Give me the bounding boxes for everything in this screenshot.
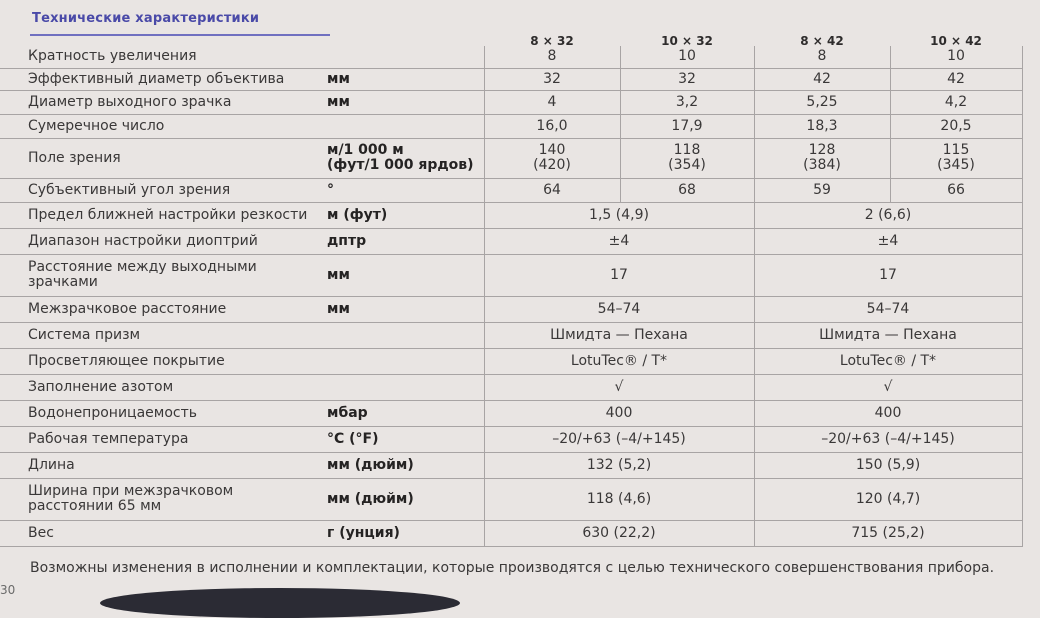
- spec-unit: [325, 374, 484, 400]
- spec-value: 400: [484, 400, 754, 426]
- dark-object: [100, 588, 460, 618]
- spec-value: –20/+63 (–4/+145): [754, 426, 1022, 452]
- spec-value: 32: [484, 68, 620, 90]
- spec-name: Вес: [0, 520, 325, 546]
- table-row: [0, 426, 1022, 452]
- table-row: [0, 178, 1022, 202]
- spec-value: Шмидта — Пехана: [484, 322, 754, 348]
- spec-value: 68: [620, 178, 754, 202]
- spec-value: 66: [890, 178, 1022, 202]
- spec-value: 17,9: [620, 114, 754, 138]
- spec-value: 42: [754, 68, 890, 90]
- spec-unit: °: [325, 178, 484, 202]
- table-row: [0, 114, 1022, 138]
- table-row: [0, 90, 1022, 114]
- spec-unit: м/1 000 м (фут/1 000 ярдов): [325, 138, 484, 178]
- spec-unit: дптр: [325, 228, 484, 254]
- spec-value: 54–74: [754, 296, 1022, 322]
- spec-value: 2 (6,6): [754, 202, 1022, 228]
- spec-value: 400: [754, 400, 1022, 426]
- spec-name: Просветляющее покрытие: [0, 348, 325, 374]
- spec-value: 3,2: [620, 90, 754, 114]
- spec-unit: [325, 322, 484, 348]
- spec-unit: мм: [325, 68, 484, 90]
- table-row: [0, 228, 1022, 254]
- spec-unit: [325, 114, 484, 138]
- table-row: [0, 520, 1022, 546]
- spec-value: 18,3: [754, 114, 890, 138]
- model-header-4: 10 × 42: [930, 34, 982, 48]
- spec-name: Субъективный угол зрения: [0, 178, 325, 202]
- spec-value: 132 (5,2): [484, 452, 754, 478]
- table-row: [0, 400, 1022, 426]
- spec-value: 32: [620, 68, 754, 90]
- spec-value: 8: [484, 46, 620, 68]
- table-row: [0, 296, 1022, 322]
- table-row: [0, 452, 1022, 478]
- spec-name: Ширина при межзрачковом расстоянии 65 мм: [0, 478, 325, 520]
- spec-value: 4: [484, 90, 620, 114]
- model-header-1: 8 × 32: [530, 34, 574, 48]
- spec-unit: [325, 46, 484, 68]
- spec-name: Диаметр выходного зрачка: [0, 90, 325, 114]
- spec-value: 10: [890, 46, 1022, 68]
- spec-unit: мм: [325, 90, 484, 114]
- spec-value: 16,0: [484, 114, 620, 138]
- page-number: 30: [0, 583, 16, 597]
- spec-name: Сумеречное число: [0, 114, 325, 138]
- spec-value: ±4: [484, 228, 754, 254]
- spec-value: LotuTec® / T*: [484, 348, 754, 374]
- specs-table: [0, 46, 1023, 547]
- spec-value: ±4: [754, 228, 1022, 254]
- spec-unit: м (фут): [325, 202, 484, 228]
- spec-unit: мбар: [325, 400, 484, 426]
- page-title: Технические характеристики: [32, 11, 260, 26]
- spec-name: Предел ближней настройки резкости: [0, 202, 325, 228]
- spec-value: 140 (420): [484, 138, 620, 178]
- spec-name: Кратность увеличения: [0, 46, 325, 68]
- table-row: [0, 46, 1022, 68]
- spec-name: Длина: [0, 452, 325, 478]
- spec-unit: мм (дюйм): [325, 452, 484, 478]
- spec-value: 20,5: [890, 114, 1022, 138]
- spec-unit: г (унция): [325, 520, 484, 546]
- spec-value: Шмидта — Пехана: [754, 322, 1022, 348]
- spec-value: 115 (345): [890, 138, 1022, 178]
- model-header-3: 8 × 42: [800, 34, 844, 48]
- table-row: [0, 68, 1022, 90]
- spec-value: 150 (5,9): [754, 452, 1022, 478]
- spec-name: Расстояние между выходными зрачками: [0, 254, 325, 296]
- spec-value: 630 (22,2): [484, 520, 754, 546]
- spec-name: Поле зрения: [0, 138, 325, 178]
- spec-name: Водонепроницаемость: [0, 400, 325, 426]
- table-row: [0, 202, 1022, 228]
- spec-value: LotuTec® / T*: [754, 348, 1022, 374]
- spec-value: 5,25: [754, 90, 890, 114]
- table-row: [0, 138, 1022, 178]
- spec-name: Система призм: [0, 322, 325, 348]
- spec-value: 118 (354): [620, 138, 754, 178]
- spec-value: 17: [484, 254, 754, 296]
- spec-unit: мм: [325, 254, 484, 296]
- spec-unit: [325, 348, 484, 374]
- spec-name: Эффективный диаметр объектива: [0, 68, 325, 90]
- spec-value: √: [484, 374, 754, 400]
- spec-value: 128 (384): [754, 138, 890, 178]
- spec-unit: °C (°F): [325, 426, 484, 452]
- footer-note: Возможны изменения в исполнении и комплектации, которые производятся с целью технического совершенствования прибора.: [30, 560, 995, 576]
- table-row: [0, 374, 1022, 400]
- spec-value: 17: [754, 254, 1022, 296]
- spec-unit: мм: [325, 296, 484, 322]
- model-header-2: 10 × 32: [661, 34, 713, 48]
- spec-value: 54–74: [484, 296, 754, 322]
- spec-name: Заполнение азотом: [0, 374, 325, 400]
- spec-value: 8: [754, 46, 890, 68]
- table-row: [0, 254, 1022, 296]
- spec-name: Диапазон настройки диоптрий: [0, 228, 325, 254]
- spec-value: 118 (4,6): [484, 478, 754, 520]
- spec-value: 59: [754, 178, 890, 202]
- spec-value: 1,5 (4,9): [484, 202, 754, 228]
- spec-name: Рабочая температура: [0, 426, 325, 452]
- spec-unit: мм (дюйм): [325, 478, 484, 520]
- spec-value: 64: [484, 178, 620, 202]
- spec-value: √: [754, 374, 1022, 400]
- spec-value: 120 (4,7): [754, 478, 1022, 520]
- spec-name: Межзрачковое расстояние: [0, 296, 325, 322]
- table-row: [0, 322, 1022, 348]
- spec-value: 715 (25,2): [754, 520, 1022, 546]
- table-row: [0, 348, 1022, 374]
- spec-value: 10: [620, 46, 754, 68]
- spec-value: 4,2: [890, 90, 1022, 114]
- table-row: [0, 478, 1022, 520]
- spec-value: 42: [890, 68, 1022, 90]
- spec-value: –20/+63 (–4/+145): [484, 426, 754, 452]
